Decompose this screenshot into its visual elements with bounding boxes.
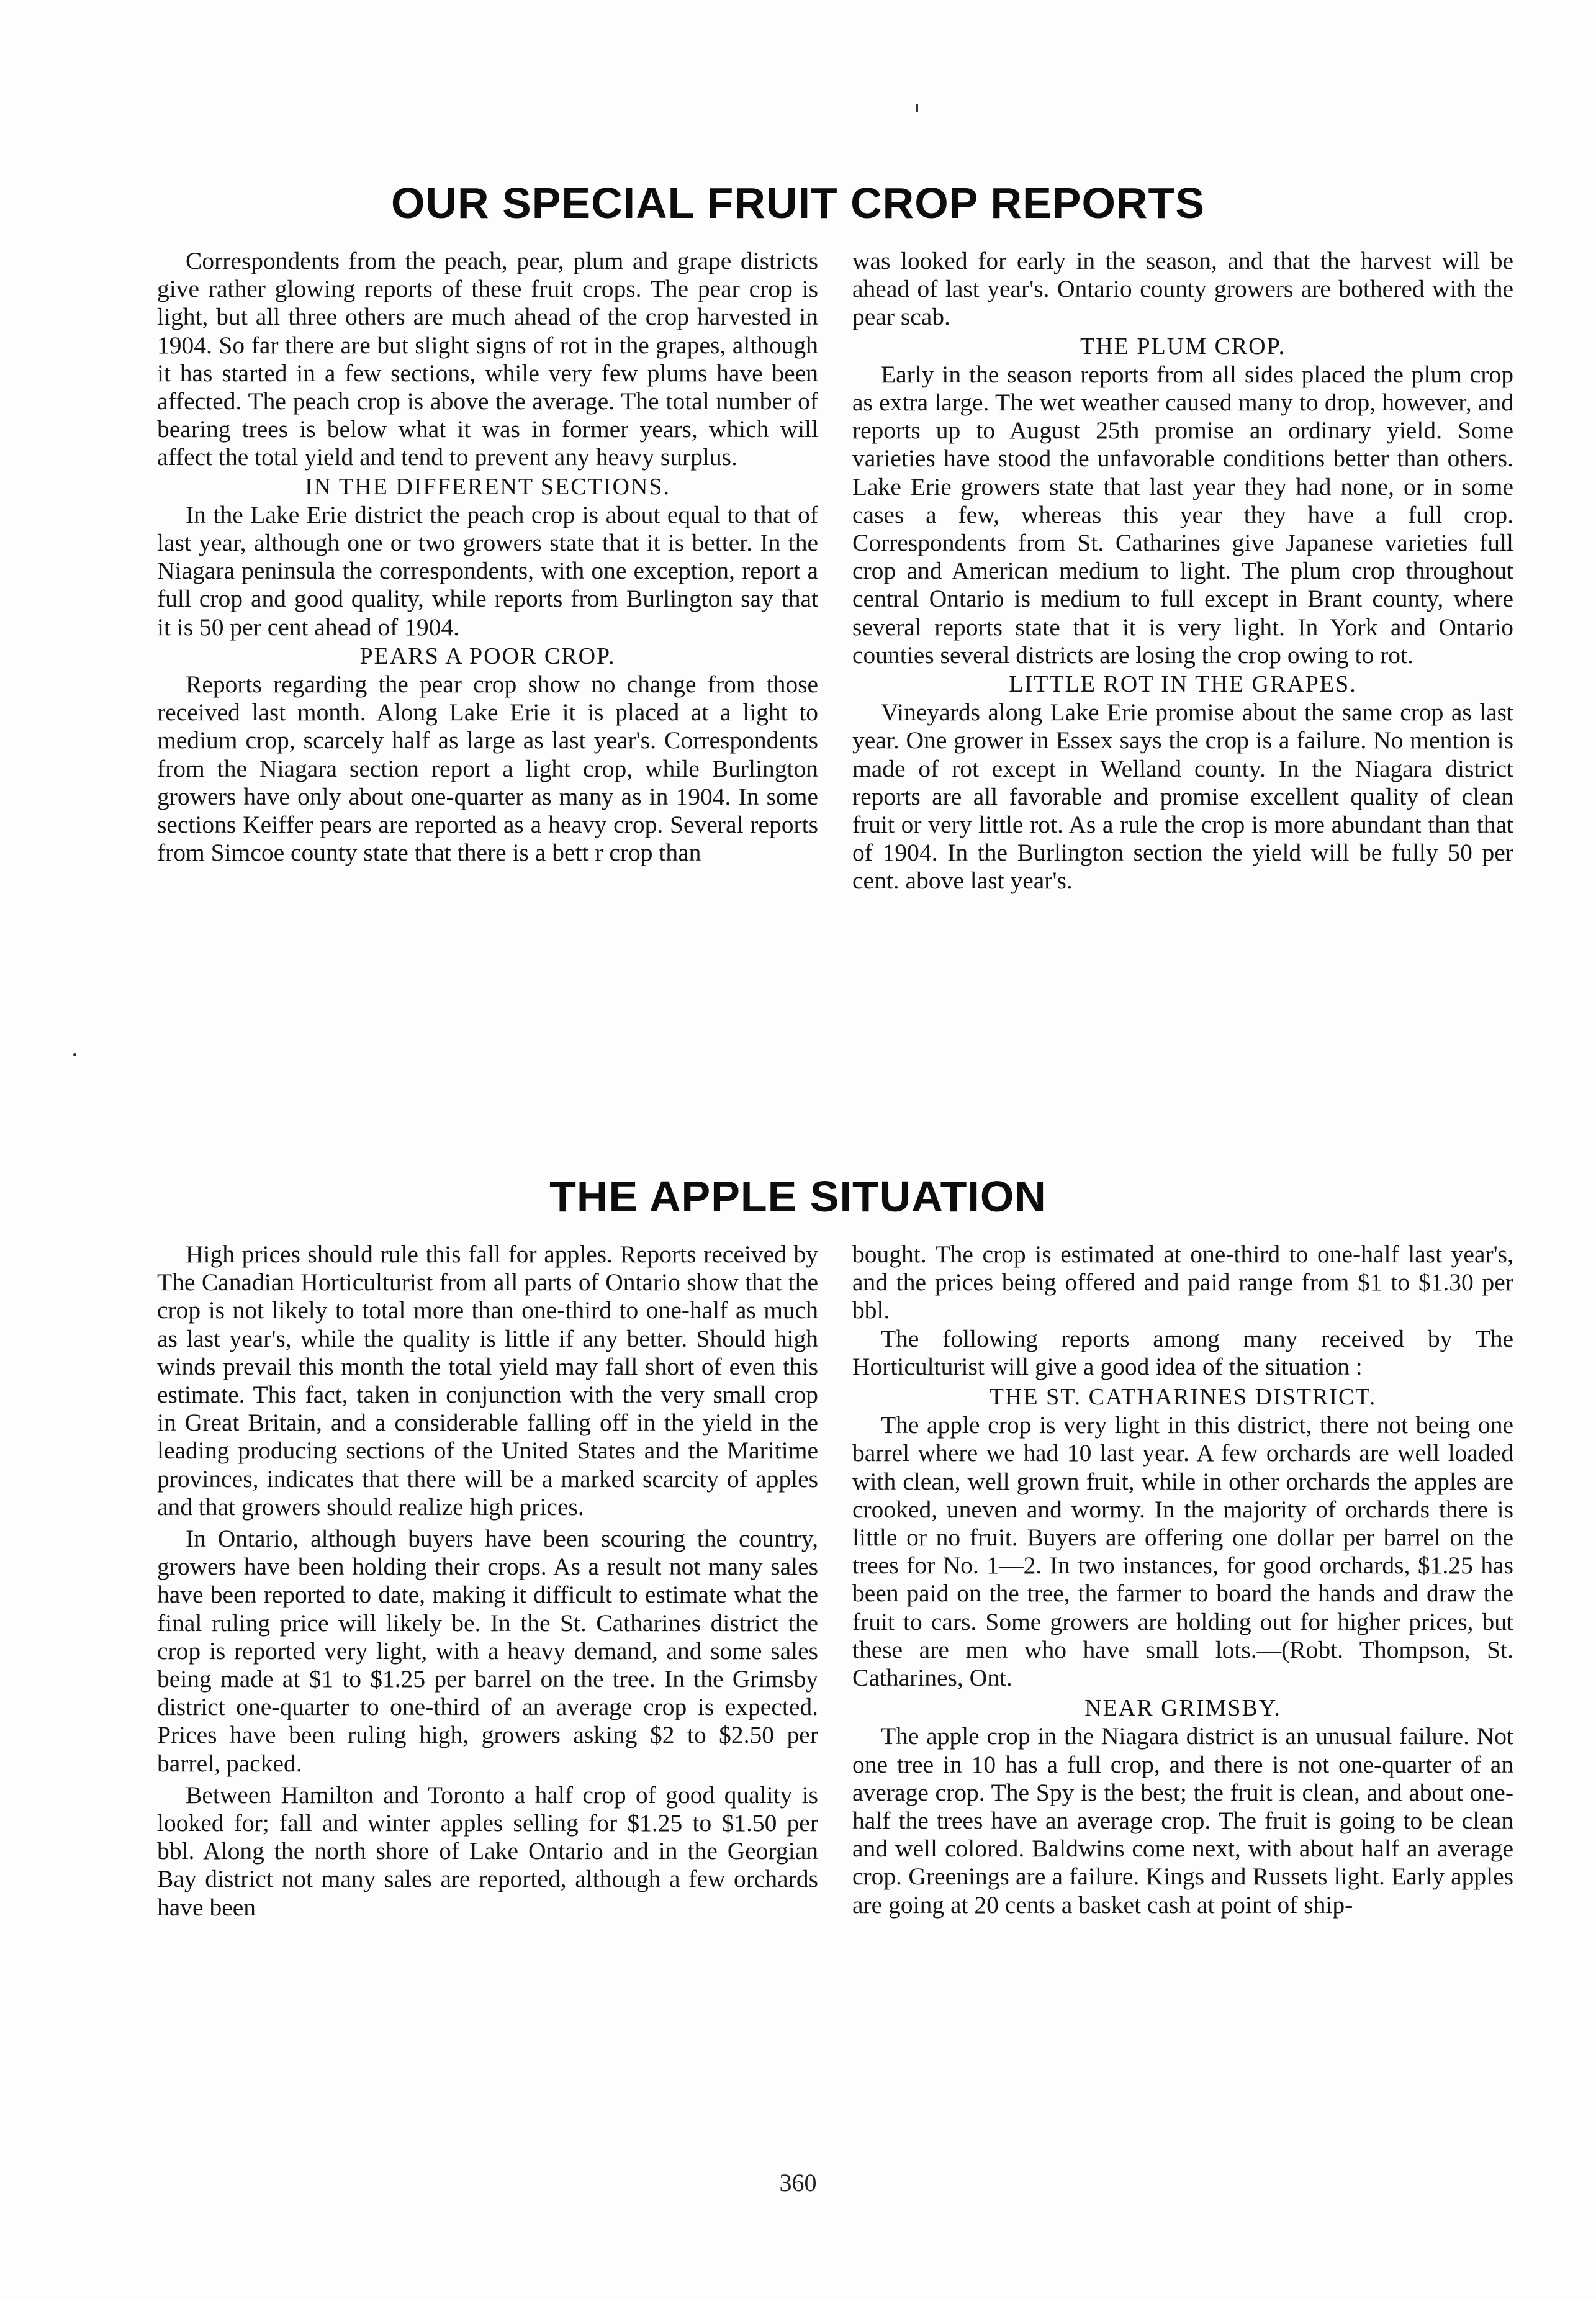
- st-catharines-subheading: THE ST. CATHARINES DISTRICT.: [989, 1384, 1377, 1411]
- reports-column-right: [852, 247, 1513, 895]
- plum-paragraph: Early in the season reports from all sides placed the plum crop as extra large. The wet weather caused many to drop, however, and reports up to August 25th promise an ordinary yield. Some varieties have stood the unfavorable conditions better than others. Lake Erie growers state that last year they had none, or in some cases a few, whereas this year they have a full crop. Correspondents from St. Catharines give Japanese varieties full crop and American medium to light. The plum crop throughout central Ontario is medium to full except in Brant county, where several reports state that it is very light. In York and Ontario counties several districts are losing the crop owing to rot.: [852, 360, 1513, 669]
- grapes-paragraph: Vineyards along Lake Erie promise about the same crop as last year. One grower in Essex says the crop is a failure. No mention is made of rot except in Welland county. In the Niagara district reports are all favorable and promise excellent quality of clean fruit or very little rot. As a rule the crop is more abundant than that of 1904. In the Burlington section the yield will be fully 50 per cent. above last year's.: [852, 698, 1513, 895]
- hamilton-paragraph: Between Hamilton and Toronto a half crop of good quality is looked for; fall and winter apples selling for $1.25 to $1.50 per bbl. Along the north shore of Lake Ontario and in the Georgian Bay district not many sales are reported, although a few orchards have been: [157, 1781, 818, 1921]
- st-catharines-paragraph: The apple crop is very light in this district, there not being one barrel where we had 10 last year. A few orchards are well loaded with clean, well grown fruit, while in other orchards the apples are crooked, uneven and wormy. In the majority of orchards there is little or no fruit. Buyers are offering one dollar per barrel on the trees for No. 1—2. In two instances, for good orchards, $1.25 has been paid on the tree, the farmer to board the hands and draw the fruit to cars. Some growers are holding out for higher prices, but these are men who have small lots.—(Robt. Thompson, St. Catharines, Ont.: [852, 1411, 1513, 1692]
- bought-continued-paragraph: bought. The crop is estimated at one-third to one-half last year's, and the prices being offered and paid range from $1 to $1.30 per bbl.: [852, 1241, 1513, 1324]
- apple-intro-paragraph: High prices should rule this fall for apples. Reports received by The Canadian Horticulturist from all parts of Ontario show that the crop is not likely to total more than one-third to one-half as much as last year's, while the quality is little if any better. Should high winds prevail this month the total yield may fall short of even this estimate. This fact, taken in conjunction with the very small crop in Great Britain, and a considerable falling off in the yield in the leading producing sections of the United States and the Maritime provinces, indicates that there will be a marked scarcity of apples and that growers should realize high prices.: [157, 1241, 818, 1521]
- sections-paragraph: In the Lake Erie district the peach crop is about equal to that of last year, although one or two growers state that it is better. In the Niagara peninsula the correspondents, with one exception, report a full crop and good quality, while reports from Burlington say that it is 50 per cent ahead of 1904.: [157, 500, 818, 641]
- ontario-paragraph: In Ontario, although buyers have been scouring the country, growers have been holding their crops. As a result not many sales have been reported to date, making it difficult to estimate what the final ruling price will likely be. In the St. Catharines district the crop is reported very light, with a heavy demand, and some sales being made at $1 to $1.25 per barrel on the tree. In the Grimsby district one-quarter to one-third of an average crop is expected. Prices have been ruling high, growers asking $2 to $2.50 per barrel, packed.: [157, 1525, 818, 1777]
- reports-column-left: [157, 247, 818, 867]
- margin-mark: [73, 1053, 76, 1056]
- apple-column-left: [157, 1241, 818, 1922]
- sections-subheading: IN THE DIFFERENT SECTIONS.: [305, 473, 670, 500]
- apple-column-right: [852, 1241, 1513, 1919]
- speck-mark: [916, 104, 918, 112]
- reports-headline: OUR SPECIAL FRUIT CROP REPORTS: [391, 179, 1205, 227]
- plum-subheading: THE PLUM CROP.: [1080, 333, 1286, 359]
- page-number: 360: [779, 2169, 817, 2197]
- reports-intro-paragraph: Correspondents from the peach, pear, plum and grape districts give rather glowing reports of these fruit crops. The pear crop is light, but all three others are much ahead of the crop harvested in 1904. So far there are but slight signs of rot in the grapes, although it has started in a few sections, while very few plums have been affected. The peach crop is above the average. The total number of bearing trees is below what it was in former years, which will affect the total yield and tend to prevent any heavy surplus.: [157, 247, 818, 471]
- grimsby-subheading: NEAR GRIMSBY.: [1084, 1695, 1281, 1722]
- pears-subheading: PEARS A POOR CROP.: [359, 643, 616, 669]
- grimsby-paragraph: The apple crop in the Niagara district is an unusual failure. Not one tree in 10 has a full crop, and there is not one-quarter of an average crop. The Spy is the best; the fruit is clean, and about one-half the trees have an average crop. The fruit is going to be clean and well colored. Baldwins come next, with about half an average crop. Greenings are a failure. Kings and Russets light. Early apples are going at 20 cents a basket cash at point of ship-: [852, 1722, 1513, 1919]
- pears-paragraph: Reports regarding the pear crop show no change from those received last month. Along Lake Erie it is placed at a light to medium crop, scarcely half as large as last year's. Correspondents from the Niagara section report a light crop, while Burlington growers have only about one-quarter as many as in 1904. In some sections Keiffer pears are reported as a heavy crop. Several reports from Simcoe county state that there is a bett r crop than: [157, 671, 818, 867]
- following-reports-paragraph: The following reports among many received by The Horticulturist will give a good idea of the situation :: [852, 1324, 1513, 1380]
- pears-continued-paragraph: was looked for early in the season, and that the harvest will be ahead of last year's. Ontario county growers are bothered with the pear scab.: [852, 247, 1513, 331]
- apple-headline: THE APPLE SITUATION: [549, 1172, 1047, 1221]
- grapes-subheading: LITTLE ROT IN THE GRAPES.: [1009, 671, 1357, 698]
